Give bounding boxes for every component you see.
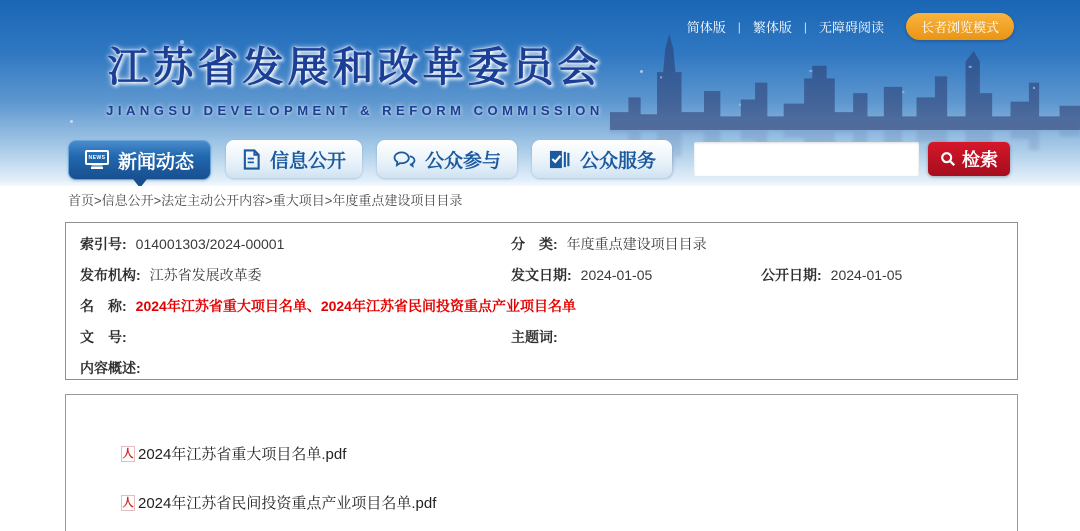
attachments-panel bbox=[65, 394, 1018, 531]
document-meta-table bbox=[65, 222, 1018, 380]
keywords-label: 主题词: bbox=[511, 329, 558, 345]
name-value: 2024年江苏省重大项目名单、2024年江苏省民间投资重点产业项目名单 bbox=[135, 298, 576, 314]
search-input[interactable] bbox=[694, 142, 919, 176]
pdf-icon: 人 bbox=[122, 496, 134, 509]
summary-field bbox=[80, 353, 150, 384]
attachment-name: 2024年江苏省民间投资重点产业项目名单.pdf bbox=[138, 495, 437, 512]
search-button[interactable] bbox=[928, 142, 1010, 176]
category-label: 分 类: bbox=[511, 236, 558, 252]
nav-item-public-participation[interactable] bbox=[377, 140, 517, 178]
sparkle-dot bbox=[640, 70, 643, 73]
meta-row-index-category bbox=[66, 229, 1017, 260]
service-book-icon bbox=[548, 149, 571, 170]
doc-number-field bbox=[80, 322, 136, 353]
attachment-link-major-projects[interactable] bbox=[121, 443, 346, 464]
public-date-label: 公开日期: bbox=[761, 267, 822, 283]
site-subtitle: JIANGSU DEVELOPMENT & REFORM COMMISSION bbox=[106, 103, 604, 118]
site-brand bbox=[100, 34, 610, 118]
name-field bbox=[80, 291, 576, 322]
nav-item-info-disclosure[interactable] bbox=[226, 140, 362, 178]
link-separator: | bbox=[737, 19, 741, 34]
nav-label: 新闻动态 bbox=[118, 151, 195, 173]
publisher-field bbox=[80, 260, 262, 291]
nav-label: 公众服务 bbox=[580, 150, 657, 172]
site-title: 江苏省发展和改革委员会 bbox=[107, 44, 603, 90]
meta-row-summary bbox=[66, 353, 1017, 384]
publisher-label: 发布机构: bbox=[80, 267, 141, 283]
link-simplified-chinese[interactable]: 简体版 bbox=[686, 20, 726, 35]
chat-bubbles-icon bbox=[393, 150, 416, 169]
magnifier-icon bbox=[940, 151, 956, 167]
search-button-label: 检索 bbox=[962, 150, 998, 170]
attachment-name: 2024年江苏省重大项目名单.pdf bbox=[138, 446, 347, 463]
sparkle-dot bbox=[70, 120, 73, 123]
category-field bbox=[511, 229, 707, 260]
summary-label: 内容概述: bbox=[80, 360, 141, 376]
attachment-link-private-investment[interactable] bbox=[121, 492, 436, 513]
category-value: 年度重点建设项目目录 bbox=[566, 236, 707, 252]
elder-mode-button[interactable]: 长者浏览模式 bbox=[906, 13, 1014, 40]
link-accessibility[interactable]: 无障碍阅读 bbox=[818, 20, 884, 35]
link-separator: | bbox=[803, 19, 807, 34]
public-date-value: 2024-01-05 bbox=[830, 267, 903, 283]
pdf-icon: 人 bbox=[122, 447, 134, 460]
issue-date-field bbox=[511, 260, 652, 291]
index-field bbox=[80, 229, 284, 260]
public-date-field bbox=[761, 260, 902, 291]
site-header bbox=[0, 0, 1080, 186]
breadcrumb[interactable]: 首页>信息公开>法定主动公开内容>重大项目>年度重点建设项目目录 bbox=[68, 193, 463, 208]
meta-row-name bbox=[66, 291, 1017, 322]
search-bar bbox=[694, 142, 1010, 176]
issue-date-label: 发文日期: bbox=[511, 267, 572, 283]
index-label: 索引号: bbox=[80, 236, 127, 252]
city-skyline-image bbox=[610, 30, 1080, 130]
main-nav bbox=[68, 140, 672, 180]
nav-item-public-service[interactable] bbox=[532, 140, 672, 178]
keywords-field bbox=[511, 322, 567, 353]
index-value: 014001303/2024-00001 bbox=[135, 236, 285, 252]
link-traditional-chinese[interactable]: 繁体版 bbox=[752, 20, 792, 35]
issue-date-value: 2024-01-05 bbox=[580, 267, 653, 283]
doc-number-label: 文 号: bbox=[80, 329, 127, 345]
nav-label: 公众参与 bbox=[425, 150, 502, 172]
meta-row-publisher-dates bbox=[66, 260, 1017, 291]
meta-row-docnumber-keywords bbox=[66, 322, 1017, 353]
news-monitor-icon: NEWS bbox=[85, 150, 109, 165]
document-icon bbox=[242, 149, 261, 170]
nav-label: 信息公开 bbox=[270, 150, 347, 172]
publisher-value: 江苏省发展改革委 bbox=[149, 267, 262, 283]
nav-item-news[interactable] bbox=[68, 140, 211, 180]
name-label: 名 称: bbox=[80, 298, 127, 314]
utility-links bbox=[687, 13, 1014, 40]
